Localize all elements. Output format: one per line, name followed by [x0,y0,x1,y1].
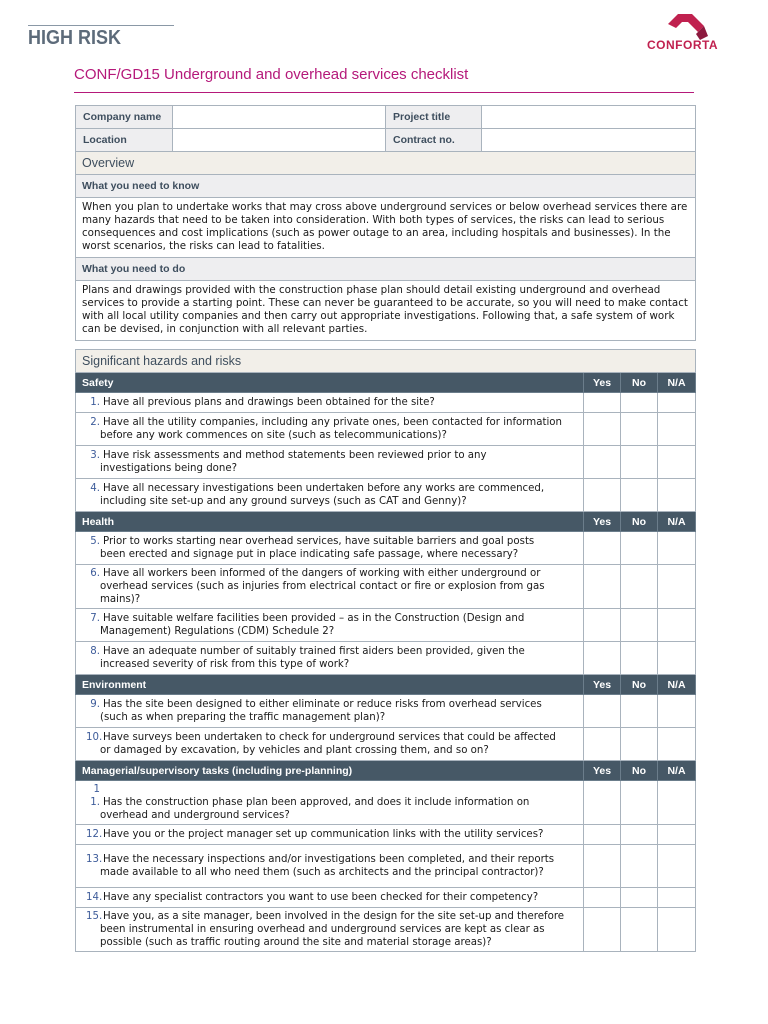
question-cell [76,479,584,512]
checklist-row [76,413,696,446]
na-checkbox-cell[interactable] [658,446,696,479]
category-header-row [76,373,696,393]
question-number: 8. [90,646,100,657]
no-checkbox-cell[interactable] [621,845,658,888]
question-text-continued: Management) Regulations (CDM) Schedule 2? [100,626,335,637]
question-cell [76,888,584,908]
question-number: 3. [90,450,100,461]
checklist-row [76,609,696,642]
hazards-checklist-table [75,349,696,952]
question-number: 4. [90,483,100,494]
question-text-continued: been erected and signage put in place indicating safe passage, where necessary? [100,549,519,560]
question-number: 10. [86,732,103,743]
na-checkbox-cell[interactable] [658,781,696,825]
yes-checkbox-cell[interactable] [584,695,621,728]
question-text-continued: before any work commences on site (such as telecommunications)? [100,430,447,441]
logo-text: CONFORTA [647,38,719,52]
no-column-header: No [621,512,658,532]
na-checkbox-cell[interactable] [658,413,696,446]
checklist-row [76,695,696,728]
checklist-row [76,888,696,908]
question-cell [76,446,584,479]
question-text-continued: been instrumental in ensuring overhead and underground services are kept as clear as possible (such as traffic routing around the site and material storage areas)? [100,924,545,948]
yes-checkbox-cell[interactable] [584,532,621,565]
question-text: Have an adequate number of suitably trained first aiders been provided, given the [103,646,525,657]
question-number: 13. [86,854,103,865]
question-text: Has the construction phase plan been approved, and does it include information on [103,797,530,808]
know-text: When you plan to undertake works that may cross above underground services or below overhead services there are many hazards that need to be taken into consideration. With both types of services, the risks can lead to serious consequences and cost implications (such as power outage to an area, including hospitals and businesses). In the worst scenarios, the risks can lead to fatalities. [76,198,696,258]
question-cell [76,565,584,609]
no-column-header: No [621,675,658,695]
project-title-field[interactable] [482,106,696,129]
project-title-label: Project title [386,106,482,129]
na-checkbox-cell[interactable] [658,825,696,845]
na-checkbox-cell[interactable] [658,908,696,952]
no-checkbox-cell[interactable] [621,413,658,446]
yes-checkbox-cell[interactable] [584,446,621,479]
document-title: CONF/GD15 Underground and overhead services checklist [74,66,469,83]
yes-column-header: Yes [584,373,621,393]
no-checkbox-cell[interactable] [621,393,658,413]
na-column-header: N/A [658,761,696,781]
checklist-row [76,642,696,675]
checklist-row [76,845,696,888]
question-text: Have risk assessments and method statements been reviewed prior to any [103,450,487,461]
yes-checkbox-cell[interactable] [584,728,621,761]
question-text-continued: or damaged by excavation, by vehicles and plant crossing them, and so on? [100,745,489,756]
question-cell [76,845,584,888]
checklist-row [76,825,696,845]
yes-column-header: Yes [584,512,621,532]
question-text: Have you or the project manager set up communication links with the utility services? [103,829,544,840]
risk-category-label: HIGH RISK [28,27,122,49]
checklist-row [76,781,696,825]
yes-checkbox-cell[interactable] [584,413,621,446]
question-cell [76,825,584,845]
yes-checkbox-cell[interactable] [584,781,621,825]
yes-column-header: Yes [584,675,621,695]
na-checkbox-cell[interactable] [658,565,696,609]
question-cell [76,781,584,825]
question-cell [76,642,584,675]
yes-checkbox-cell[interactable] [584,393,621,413]
question-cell [76,609,584,642]
checklist-row [76,565,696,609]
question-number: 5. [90,536,100,547]
category-header-row [76,761,696,781]
yes-checkbox-cell[interactable] [584,642,621,675]
question-cell [76,393,584,413]
do-heading: What you need to do [76,258,696,281]
question-text: Have all previous plans and drawings been obtained for the site? [103,397,435,408]
question-text: Have all workers been informed of the dangers of working with either underground or [103,568,541,579]
no-checkbox-cell[interactable] [621,888,658,908]
overview-table [75,105,696,341]
question-text: Have you, as a site manager, been involved in the design for the site set-up and therefore [103,911,565,922]
checklist-row [76,479,696,512]
yes-checkbox-cell[interactable] [584,825,621,845]
no-checkbox-cell[interactable] [621,609,658,642]
yes-checkbox-cell[interactable] [584,888,621,908]
na-checkbox-cell[interactable] [658,728,696,761]
yes-checkbox-cell[interactable] [584,479,621,512]
question-number: 6. [90,568,100,579]
na-checkbox-cell[interactable] [658,845,696,888]
question-cell [76,908,584,952]
location-field[interactable] [173,129,386,152]
na-checkbox-cell[interactable] [658,642,696,675]
question-text-continued: (such as when preparing the traffic management plan)? [100,712,386,723]
na-checkbox-cell[interactable] [658,695,696,728]
location-label: Location [76,129,173,152]
category-title: Health [76,512,584,532]
question-text-continued: increased severity of risk from this type of work? [100,659,350,670]
category-header-row [76,675,696,695]
yes-column-header: Yes [584,761,621,781]
overview-heading: Overview [76,152,696,175]
company-name-label: Company name [76,106,173,129]
no-column-header: No [621,373,658,393]
do-text: Plans and drawings provided with the construction phase plan should detail existing underground and overhead services to provide a starting point. These can never be guaranteed to be accurate, so you will need to make contact with all local utility companies and then carry out appropriate investigations. Following that, a safe system of work can be devised, in conjunction with all relevant parties. [76,281,696,341]
na-checkbox-cell[interactable] [658,609,696,642]
question-text: Have all necessary investigations been undertaken before any works are commenced, [103,483,545,494]
na-column-header: N/A [658,675,696,695]
yes-checkbox-cell[interactable] [584,565,621,609]
category-header-row [76,512,696,532]
question-text-continued: overhead and underground services? [100,810,290,821]
question-number: 2. [90,417,100,428]
na-checkbox-cell[interactable] [658,532,696,565]
question-cell [76,695,584,728]
na-checkbox-cell[interactable] [658,888,696,908]
question-number: 12. [86,829,103,840]
question-number: 1 1. [90,784,100,808]
question-text: Have surveys been undertaken to check for underground services that could be affected [103,732,556,743]
no-checkbox-cell[interactable] [621,908,658,952]
company-name-field[interactable] [173,106,386,129]
na-checkbox-cell[interactable] [658,479,696,512]
question-text: Have any specialist contractors you want to use been checked for their competency? [103,892,539,903]
no-column-header: No [621,761,658,781]
no-checkbox-cell[interactable] [621,479,658,512]
question-number: 15. [86,911,103,922]
category-title: Environment [76,675,584,695]
question-text: Has the site been designed to either eliminate or reduce risks from overhead services [103,699,542,710]
header-rule [28,25,174,26]
question-cell [76,532,584,565]
checklist-row [76,728,696,761]
question-number: 1. [90,397,100,408]
no-checkbox-cell[interactable] [621,728,658,761]
question-text: Have suitable welfare facilities been provided – as in the Construction (Design and [103,613,525,624]
question-text: Have all the utility companies, including any private ones, been contacted for information [103,417,562,428]
na-column-header: N/A [658,512,696,532]
contract-no-field[interactable] [482,129,696,152]
na-column-header: N/A [658,373,696,393]
no-checkbox-cell[interactable] [621,781,658,825]
no-checkbox-cell[interactable] [621,532,658,565]
checklist-row [76,532,696,565]
category-title: Managerial/supervisory tasks (including pre-planning) [76,761,584,781]
question-text-continued: made available to all who need them (such as architects and the principal contractor)? [100,867,544,878]
question-text-continued: overhead services (such as injuries from electrical contact or fire or explosion from gas mains)? [100,581,545,605]
na-checkbox-cell[interactable] [658,393,696,413]
question-cell [76,413,584,446]
question-text: Prior to works starting near overhead services, have suitable barriers and goal posts [103,536,535,547]
no-checkbox-cell[interactable] [621,446,658,479]
title-rule [74,92,694,93]
question-number: 7. [90,613,100,624]
question-cell [76,728,584,761]
question-number: 14. [86,892,103,903]
question-number: 9. [90,699,100,710]
question-text-continued: investigations being done? [100,463,238,474]
contract-no-label: Contract no. [386,129,482,152]
know-heading: What you need to know [76,175,696,198]
checklist-row [76,393,696,413]
category-title: Safety [76,373,584,393]
yes-checkbox-cell[interactable] [584,908,621,952]
yes-checkbox-cell[interactable] [584,845,621,888]
checklist-row [76,908,696,952]
yes-checkbox-cell[interactable] [584,609,621,642]
checklist-row [76,446,696,479]
no-checkbox-cell[interactable] [621,565,658,609]
hazards-heading: Significant hazards and risks [76,350,696,373]
no-checkbox-cell[interactable] [621,695,658,728]
question-text-continued: including site set-up and any ground surveys (such as CAT and Genny)? [100,496,467,507]
no-checkbox-cell[interactable] [621,642,658,675]
no-checkbox-cell[interactable] [621,825,658,845]
question-text: Have the necessary inspections and/or investigations been completed, and their reports [103,854,555,865]
